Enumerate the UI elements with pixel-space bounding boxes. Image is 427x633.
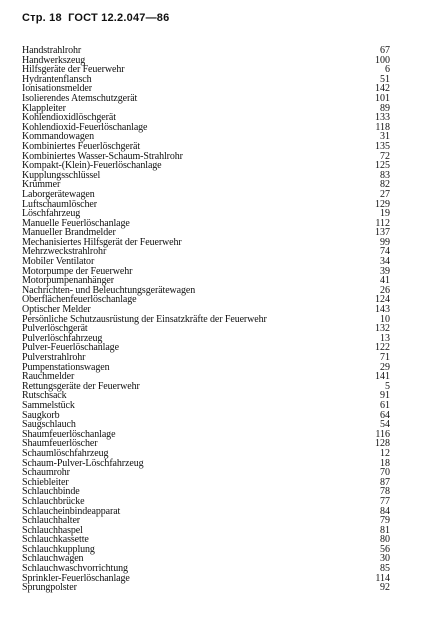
index-term: Hilfsgeräte der Feuerwehr xyxy=(22,64,125,76)
index-term: Luftschaumlöscher xyxy=(22,198,97,210)
index-term: Rettungsgeräte der Feuerwehr xyxy=(22,380,140,392)
index-page-number: 122 xyxy=(375,342,390,354)
index-term: Kompakt-(Klein)-Feuerlöschanlage xyxy=(22,160,162,172)
index-term: Optischer Melder xyxy=(22,304,91,316)
index-page-number: 74 xyxy=(380,246,390,258)
index-term: Schaumlöschfahrzeug xyxy=(22,447,109,459)
index-page-number: 92 xyxy=(380,582,390,594)
index-page-number: 27 xyxy=(380,188,390,200)
index-row xyxy=(22,94,390,104)
index-page-number: 89 xyxy=(380,102,390,114)
index-page-number: 31 xyxy=(380,131,390,143)
index-term: Schaum-Pulver-Löschfahrzeug xyxy=(22,457,144,469)
index-page-number: 70 xyxy=(380,467,390,479)
index-term: Schlauchwagen xyxy=(22,553,84,565)
index-page-number: 64 xyxy=(380,409,390,421)
index-term: Pulverlöschgerät xyxy=(22,323,88,335)
index-term: Schlauchhalter xyxy=(22,515,81,527)
index-page-number: 116 xyxy=(375,428,390,440)
index-term: Rauchmelder xyxy=(22,371,75,383)
index-term: Mehrzweckstrahlrohr xyxy=(22,246,107,258)
index-term: Mechanisiertes Hilfsgerät der Feuerwehr xyxy=(22,236,182,248)
index-page-number: 77 xyxy=(380,495,390,507)
index-page-number: 114 xyxy=(375,572,390,584)
index-page-number: 87 xyxy=(380,476,390,488)
index-term: Schlauchbrücke xyxy=(22,495,85,507)
index-page-number: 13 xyxy=(380,332,390,344)
index-term: Motorpumpenanhänger xyxy=(22,275,114,287)
index-page-number: 56 xyxy=(380,543,390,555)
index-term: Sprinkler-Feuerlöschanlage xyxy=(22,572,130,584)
index-term: Pulverlöschfahrzeug xyxy=(22,332,103,344)
standard-code: ГОСТ 12.2.047—86 xyxy=(68,12,170,24)
index-term: Schlauchhaspel xyxy=(22,524,83,536)
index-page-number: 129 xyxy=(375,198,390,210)
index-page-number: 125 xyxy=(375,160,390,172)
index-term: Schlauchwaschvorrichtung xyxy=(22,563,128,575)
index-page-number: 61 xyxy=(380,399,390,411)
index-term: Pumpenstationswagen xyxy=(22,361,110,373)
index-page-number: 19 xyxy=(380,208,390,220)
index-page-number: 72 xyxy=(380,150,390,162)
index-page-number: 26 xyxy=(380,284,390,296)
index-row xyxy=(22,382,390,392)
index-term: Oberflächenfeuerlöschanlage xyxy=(22,294,137,306)
index-term: Ionisationsmelder xyxy=(22,83,92,95)
index-page-number: 124 xyxy=(375,294,390,306)
index-term: Mobiler Ventilator xyxy=(22,256,95,268)
index-term: Kohlendioxid-Feuerlöschanlage xyxy=(22,121,148,133)
index-page-number: 101 xyxy=(375,92,390,104)
index-page-number: 67 xyxy=(380,45,390,56)
index-page-number: 91 xyxy=(380,390,390,402)
index-term: Rutschsack xyxy=(22,390,67,402)
index-page-number: 133 xyxy=(375,112,390,124)
index-page-number: 128 xyxy=(375,438,390,450)
index-term: Manuelle Feuerlöschanlage xyxy=(22,217,130,229)
index-page-number: 81 xyxy=(380,524,390,536)
index-row xyxy=(22,574,390,584)
index-page-number: 39 xyxy=(380,265,390,277)
index-term: Persönliche Schutzausrüstung der Einsatzkräfte der Feuerwehr xyxy=(22,313,267,325)
index-page-number: 78 xyxy=(380,486,390,498)
index-term: Löschfahrzeug xyxy=(22,208,81,220)
index-term: Sprungpolster xyxy=(22,582,77,594)
index-row xyxy=(22,459,390,469)
index-term: Schlauchkassette xyxy=(22,534,89,546)
index-term: Handstrahlrohr xyxy=(22,45,82,56)
index-page-number: 80 xyxy=(380,534,390,546)
index-term: Shaumfeuerlöscher xyxy=(22,438,98,450)
index-term: Krümmer xyxy=(22,179,61,191)
index-page-number: 51 xyxy=(380,73,390,85)
index-term: Motorpumpe der Feuerwehr xyxy=(22,265,133,277)
index-term: Saugschlauch xyxy=(22,419,76,431)
index-term: Shaumfeuerlöschanlage xyxy=(22,428,116,440)
index-term: Kommandowagen xyxy=(22,131,95,143)
index-page-number: 41 xyxy=(380,275,390,287)
index-term: Schlauchkupplung xyxy=(22,543,95,555)
index-row xyxy=(22,401,390,411)
index-page-number: 112 xyxy=(375,217,390,229)
index-term: Klappleiter xyxy=(22,102,66,114)
index-term: Sammelstück xyxy=(22,399,75,411)
index-page-number: 12 xyxy=(380,447,390,459)
index-list xyxy=(22,46,390,593)
index-page-number: 5 xyxy=(385,380,390,392)
index-page-number: 85 xyxy=(380,563,390,575)
index-row xyxy=(22,391,390,401)
index-page-number: 135 xyxy=(375,140,390,152)
index-term: Isolierendes Atemschutzgerät xyxy=(22,92,138,104)
index-page-number: 18 xyxy=(380,457,390,469)
index-term: Manueller Brandmelder xyxy=(22,227,116,239)
index-page-number: 30 xyxy=(380,553,390,565)
index-term: Pulver-Feuerlöschanlage xyxy=(22,342,119,354)
index-term: Schlauchbinde xyxy=(22,486,80,498)
index-page-number: 6 xyxy=(385,64,390,76)
index-page-number: 137 xyxy=(375,227,390,239)
index-term: Saugkorb xyxy=(22,409,60,421)
index-page-number: 29 xyxy=(380,361,390,373)
index-page-number: 10 xyxy=(380,313,390,325)
page-header xyxy=(22,12,172,24)
index-page-number: 141 xyxy=(375,371,390,383)
index-term: Kohlendioxidlöschgerät xyxy=(22,112,116,124)
index-term: Laborgerätewagen xyxy=(22,188,95,200)
index-row xyxy=(22,171,390,181)
index-row xyxy=(22,411,390,421)
index-term: Schaumrohr xyxy=(22,467,70,479)
index-page-number: 54 xyxy=(380,419,390,431)
index-page-number: 143 xyxy=(375,304,390,316)
index-page-number: 79 xyxy=(380,515,390,527)
index-page-number: 34 xyxy=(380,256,390,268)
index-page-number: 118 xyxy=(375,121,390,133)
index-term: Handwerkszeug xyxy=(22,54,86,66)
index-page-number: 142 xyxy=(375,83,390,95)
index-page-number: 99 xyxy=(380,236,390,248)
index-page-number: 82 xyxy=(380,179,390,191)
index-row xyxy=(22,583,390,593)
index-term: Schiebleiter xyxy=(22,476,69,488)
page-number-label: Стр. 18 xyxy=(22,12,62,24)
index-page-number: 83 xyxy=(380,169,390,181)
index-term: Kombiniertes Wasser-Schaum-Strahlrohr xyxy=(22,150,183,162)
index-page-number: 84 xyxy=(380,505,390,517)
index-term: Nachrichten- und Beleuchtungsgerätewagen xyxy=(22,284,196,296)
index-term: Kombiniertes Feuerlöschgerät xyxy=(22,140,140,152)
index-row xyxy=(22,468,390,478)
index-term: Pulverstrahlrohr xyxy=(22,352,86,363)
index-term: Kupplungsschlüssel xyxy=(22,169,101,181)
index-page-number: 132 xyxy=(375,323,390,335)
index-page-number: 71 xyxy=(380,352,390,363)
index-term: Schlaucheinbindeapparat xyxy=(22,505,121,517)
index-page-number: 100 xyxy=(375,54,390,66)
index-row xyxy=(22,363,390,373)
index-term: Hydrantenflansch xyxy=(22,73,92,85)
